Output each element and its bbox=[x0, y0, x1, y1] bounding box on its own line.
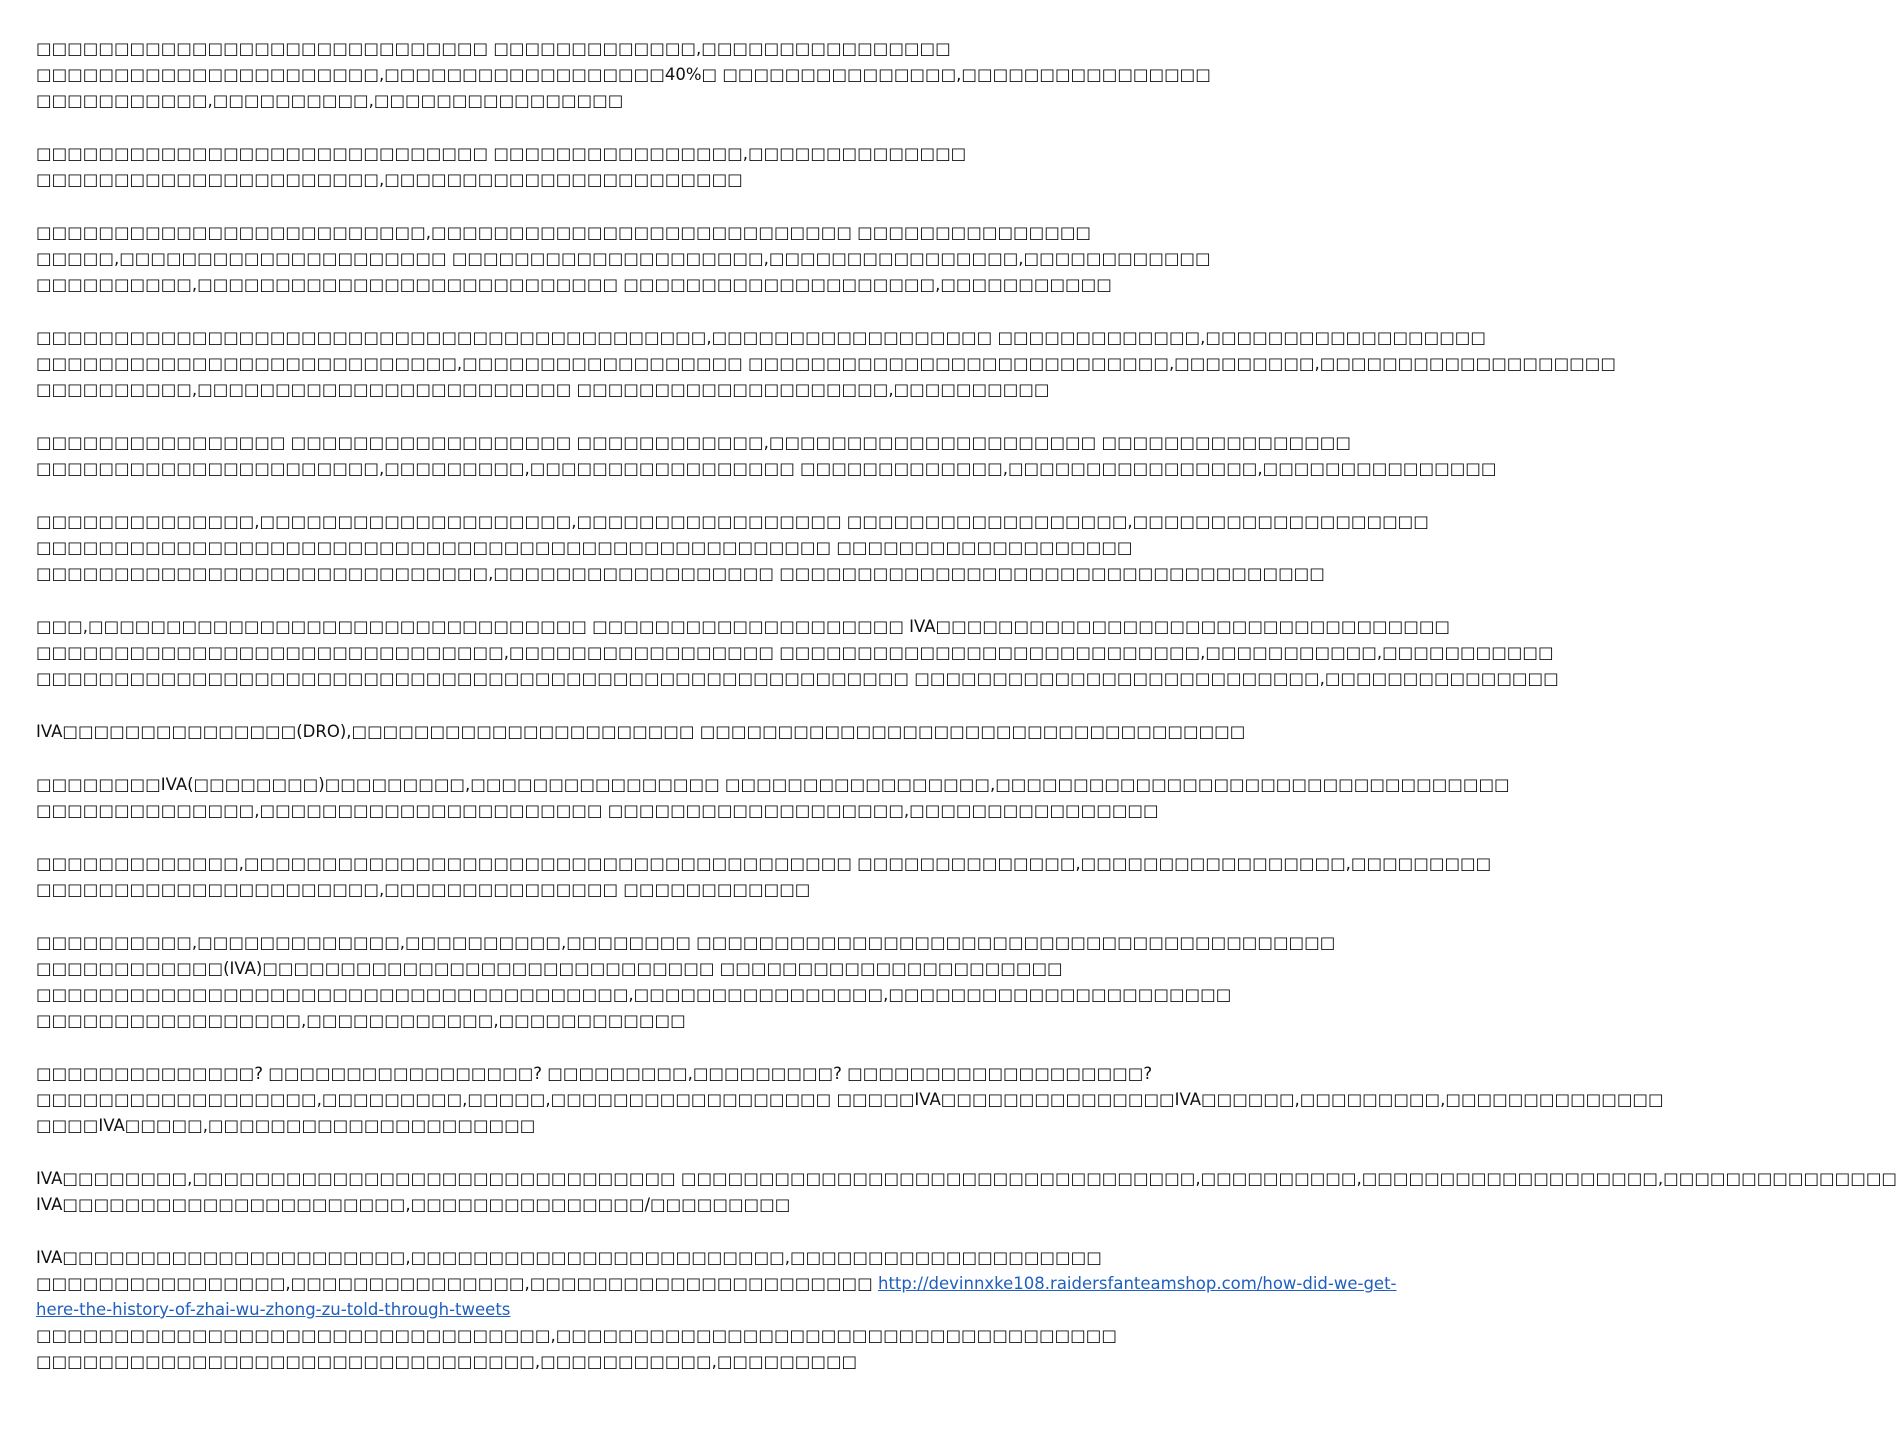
text-line: □□□□□□□□□□□□□□□□□□□□□□□□□□□,□□□□□□□□□□□□□□□□□□ □□□□□□□□□□□□□□□□□□□□□□□□□□□,□□□□□□□□□,□□□□□□□□□□□□□□□□□□□ bbox=[36, 354, 1616, 373]
text-line: □□□□□,□□□□□□□□□□□□□□□□□□□□□ □□□□□□□□□□□□□□□□□□□□,□□□□□□□□□□□□□□□□,□□□□□□□□□□□□ bbox=[36, 249, 1211, 268]
text-line: □□□□□□□□□□□□□□□□□□□□□□,□□□□□□□□□□□□□□□□□□40%□ □□□□□□□□□□□□□□□,□□□□□□□□□□□□□□□□ bbox=[36, 65, 1211, 84]
text-line: IVA□□□□□□□□□□□□□□□□□□□□□□,□□□□□□□□□□□□□□□□□□□□□□□□,□□□□□□□□□□□□□□□□□□□□ bbox=[36, 1248, 1102, 1267]
text-line: □□□□□□□□IVA(□□□□□□□□)□□□□□□□□□,□□□□□□□□□□□□□□□□ □□□□□□□□□□□□□□□□□,□□□□□□□□□□□□□□□□□□□□□□□□□□□□□□□□□ bbox=[36, 775, 1510, 794]
text-line-with-link bbox=[36, 1271, 1397, 1297]
document-body bbox=[36, 36, 1897, 1402]
text-line: □□□□IVA□□□□□,□□□□□□□□□□□□□□□□□□□□□ bbox=[36, 1116, 536, 1135]
text-line: □□□□□□□□□□,□□□□□□□□□□□□□□□□□□□□□□□□ □□□□□□□□□□□□□□□□□□□□,□□□□□□□□□□ bbox=[36, 380, 1050, 399]
text-line: □□□,□□□□□□□□□□□□□□□□□□□□□□□□□□□□□□□□ □□□□□□□□□□□□□□□□□□□□ IVA□□□□□□□□□□□□□□□□□□□□□□□□□□□□□□□□□ bbox=[36, 617, 1451, 636]
text-line: □□□□□□□□□□□□□□,□□□□□□□□□□□□□□□□□□□□,□□□□□□□□□□□□□□□□□ □□□□□□□□□□□□□□□□□□,□□□□□□□□□□□□□□□□□□□ bbox=[36, 512, 1429, 531]
text-line: □□□□□□□□□□□□□□□□□□□□□□□□□,□□□□□□□□□□□□□□□□□□□□□□□□□□□ □□□□□□□□□□□□□□□ bbox=[36, 223, 1091, 242]
text-line: □□□□□□□□□□□□□□□□□□□□□□,□□□□□□□□□,□□□□□□□□□□□□□□□□□ □□□□□□□□□□□□□,□□□□□□□□□□□□□□□□,□□□□□□□□□□□□□□□ bbox=[36, 459, 1497, 478]
paragraph bbox=[36, 1061, 1664, 1139]
text-line: □□□□□□□□□□□□□,□□□□□□□□□□□□□□□□□□□□□□□□□□□□□□□□□□□□□□□ □□□□□□□□□□□□□□,□□□□□□□□□□□□□□□□□,□□□□□□□□□ bbox=[36, 854, 1492, 873]
text-line: □□□□□□□□□□□□□□□□□□,□□□□□□□□□,□□□□□,□□□□□□□□□□□□□□□□□□ □□□□□IVA□□□□□□□□□□□□□□□IVA□□□□□□,□□□□□□□□□,□□□□□□□□□□□□□□ bbox=[36, 1090, 1664, 1109]
text-line: □□□□□□□□□□□□□□□□□□□□□□□□□□□□□ □□□□□□□□□□□□□,□□□□□□□□□□□□□□□□ bbox=[36, 39, 951, 58]
paragraph bbox=[36, 719, 1246, 745]
paragraph bbox=[36, 509, 1429, 587]
text-line: □□□□□□□□□□□□(IVA)□□□□□□□□□□□□□□□□□□□□□□□□□□□□□ □□□□□□□□□□□□□□□□□□□□□□ bbox=[36, 959, 1063, 978]
text-line: □□□□□□□□□□□□□□□□□□□□□□□□□□□□□□□□,□□□□□□□□□□□,□□□□□□□□□ bbox=[36, 1352, 858, 1371]
text-line: IVA□□□□□□□□□□□□□□□(DRO),□□□□□□□□□□□□□□□□□□□□□□ □□□□□□□□□□□□□□□□□□□□□□□□□□□□□□□□□□□ bbox=[36, 722, 1246, 741]
paragraph bbox=[36, 36, 1211, 114]
paragraph bbox=[36, 1166, 1897, 1218]
text-segment: □□□□□□□□□□□□□□□□,□□□□□□□□□□□□□□□,□□□□□□□□□□□□□□□□□□□□□□ bbox=[36, 1274, 878, 1293]
text-line: □□□□□□□□□□,□□□□□□□□□□□□□□□□□□□□□□□□□□□ □□□□□□□□□□□□□□□□□□□□,□□□□□□□□□□□ bbox=[36, 275, 1112, 294]
text-line: □□□□□□□□□□□□□□□□□,□□□□□□□□□□□□,□□□□□□□□□□□□ bbox=[36, 1011, 686, 1030]
article-link-continued[interactable]: here-the-history-of-zhai-wu-zhong-zu-told-through-tweets bbox=[36, 1300, 511, 1319]
text-line: □□□□□□□□□□□□□□□□□□□□□□□□□□□□□□□□□□□□□□,□□□□□□□□□□□□□□□□,□□□□□□□□□□□□□□□□□□□□□□ bbox=[36, 985, 1232, 1004]
text-line: □□□□□□□□□□□□□□□□□□□□□□□□□□□□□ □□□□□□□□□□□□□□□□,□□□□□□□□□□□□□□ bbox=[36, 144, 967, 163]
text-line: □□□□□□□□□□□□□□□□□□□□□□,□□□□□□□□□□□□□□□□□□□□□□□ bbox=[36, 170, 743, 189]
text-line: □□□□□□□□□□□,□□□□□□□□□□,□□□□□□□□□□□□□□□□ bbox=[36, 91, 624, 110]
text-line: □□□□□□□□□□□□□□□□□□□□□□□□□□□□□□□□□,□□□□□□□□□□□□□□□□□□□□□□□□□□□□□□□□□□□□ bbox=[36, 1326, 1117, 1345]
paragraph-list bbox=[36, 36, 1897, 1218]
text-line: □□□□□□□□□□□□□□□□□□□□□□□□□□□□□□□□□□□□□□□□□□□□□□□□□□□□□□□□ □□□□□□□□□□□□□□□□□□□□□□□□□□,□□□□□□□□□□□□□□□ bbox=[36, 669, 1559, 688]
text-line: □□□□□□□□□□□□□□□□□□□□□□□□□□□□□□□□□□□□□□□□□□□,□□□□□□□□□□□□□□□□□□ □□□□□□□□□□□□□,□□□□□□□□□□□□□□□□□□ bbox=[36, 328, 1486, 347]
text-line: IVA□□□□□□□□□□□□□□□□□□□□□□,□□□□□□□□□□□□□□□/□□□□□□□□□ bbox=[36, 1195, 791, 1214]
paragraph bbox=[36, 325, 1616, 403]
paragraph bbox=[36, 930, 1336, 1034]
text-line: □□□□□□□□□□□□□□□□□□□□□□□□□□□□□□,□□□□□□□□□□□□□□□□□ □□□□□□□□□□□□□□□□□□□□□□□□□□□,□□□□□□□□□□□,□□□□□□□□□□□ bbox=[36, 643, 1554, 662]
paragraph bbox=[36, 772, 1510, 824]
text-line: IVA□□□□□□□□,□□□□□□□□□□□□□□□□□□□□□□□□□□□□□□□ □□□□□□□□□□□□□□□□□□□□□□□□□□□□□□□□□,□□□□□□□□□□,□□□□□□□□□□□□□□□□□□□,□□□□□□□□□□□□□□□ bbox=[36, 1169, 1897, 1188]
paragraph bbox=[36, 614, 1559, 692]
text-line: □□□□□□□□□□□□□□,□□□□□□□□□□□□□□□□□□□□□□ □□□□□□□□□□□□□□□□□□□,□□□□□□□□□□□□□□□□ bbox=[36, 801, 1159, 820]
text-line: □□□□□□□□□□□□□□□□□□□□□□,□□□□□□□□□□□□□□□ □□□□□□□□□□□□ bbox=[36, 880, 811, 899]
paragraph bbox=[36, 220, 1211, 298]
text-line: □□□□□□□□□□□□□□□□ □□□□□□□□□□□□□□□□□□ □□□□□□□□□□□□,□□□□□□□□□□□□□□□□□□□□□ □□□□□□□□□□□□□□□□ bbox=[36, 433, 1351, 452]
article-link[interactable]: http://devinnxke108.raidersfanteamshop.com/how-did-we-get- bbox=[877, 1274, 1397, 1293]
paragraph bbox=[36, 430, 1497, 482]
text-line: □□□□□□□□□□□□□□□□□□□□□□□□□□□□□□□□□□□□□□□□□□□□□□□□□□□ □□□□□□□□□□□□□□□□□□□ bbox=[36, 538, 1133, 557]
paragraph bbox=[36, 141, 996, 193]
paragraph bbox=[36, 851, 1492, 903]
text-line: □□□□□□□□□□,□□□□□□□□□□□□□,□□□□□□□□□□,□□□□□□□□ □□□□□□□□□□□□□□□□□□□□□□□□□□□□□□□□□□□□□□□□□ bbox=[36, 933, 1336, 952]
text-line: □□□□□□□□□□□□□□□□□□□□□□□□□□□□□,□□□□□□□□□□□□□□□□□□ □□□□□□□□□□□□□□□□□□□□□□□□□□□□□□□□□□□ bbox=[36, 564, 1325, 583]
text-line: □□□□□□□□□□□□□□? □□□□□□□□□□□□□□□□□? □□□□□□□□□,□□□□□□□□□? □□□□□□□□□□□□□□□□□□□? bbox=[36, 1064, 1153, 1083]
paragraph-last bbox=[36, 1245, 1397, 1375]
